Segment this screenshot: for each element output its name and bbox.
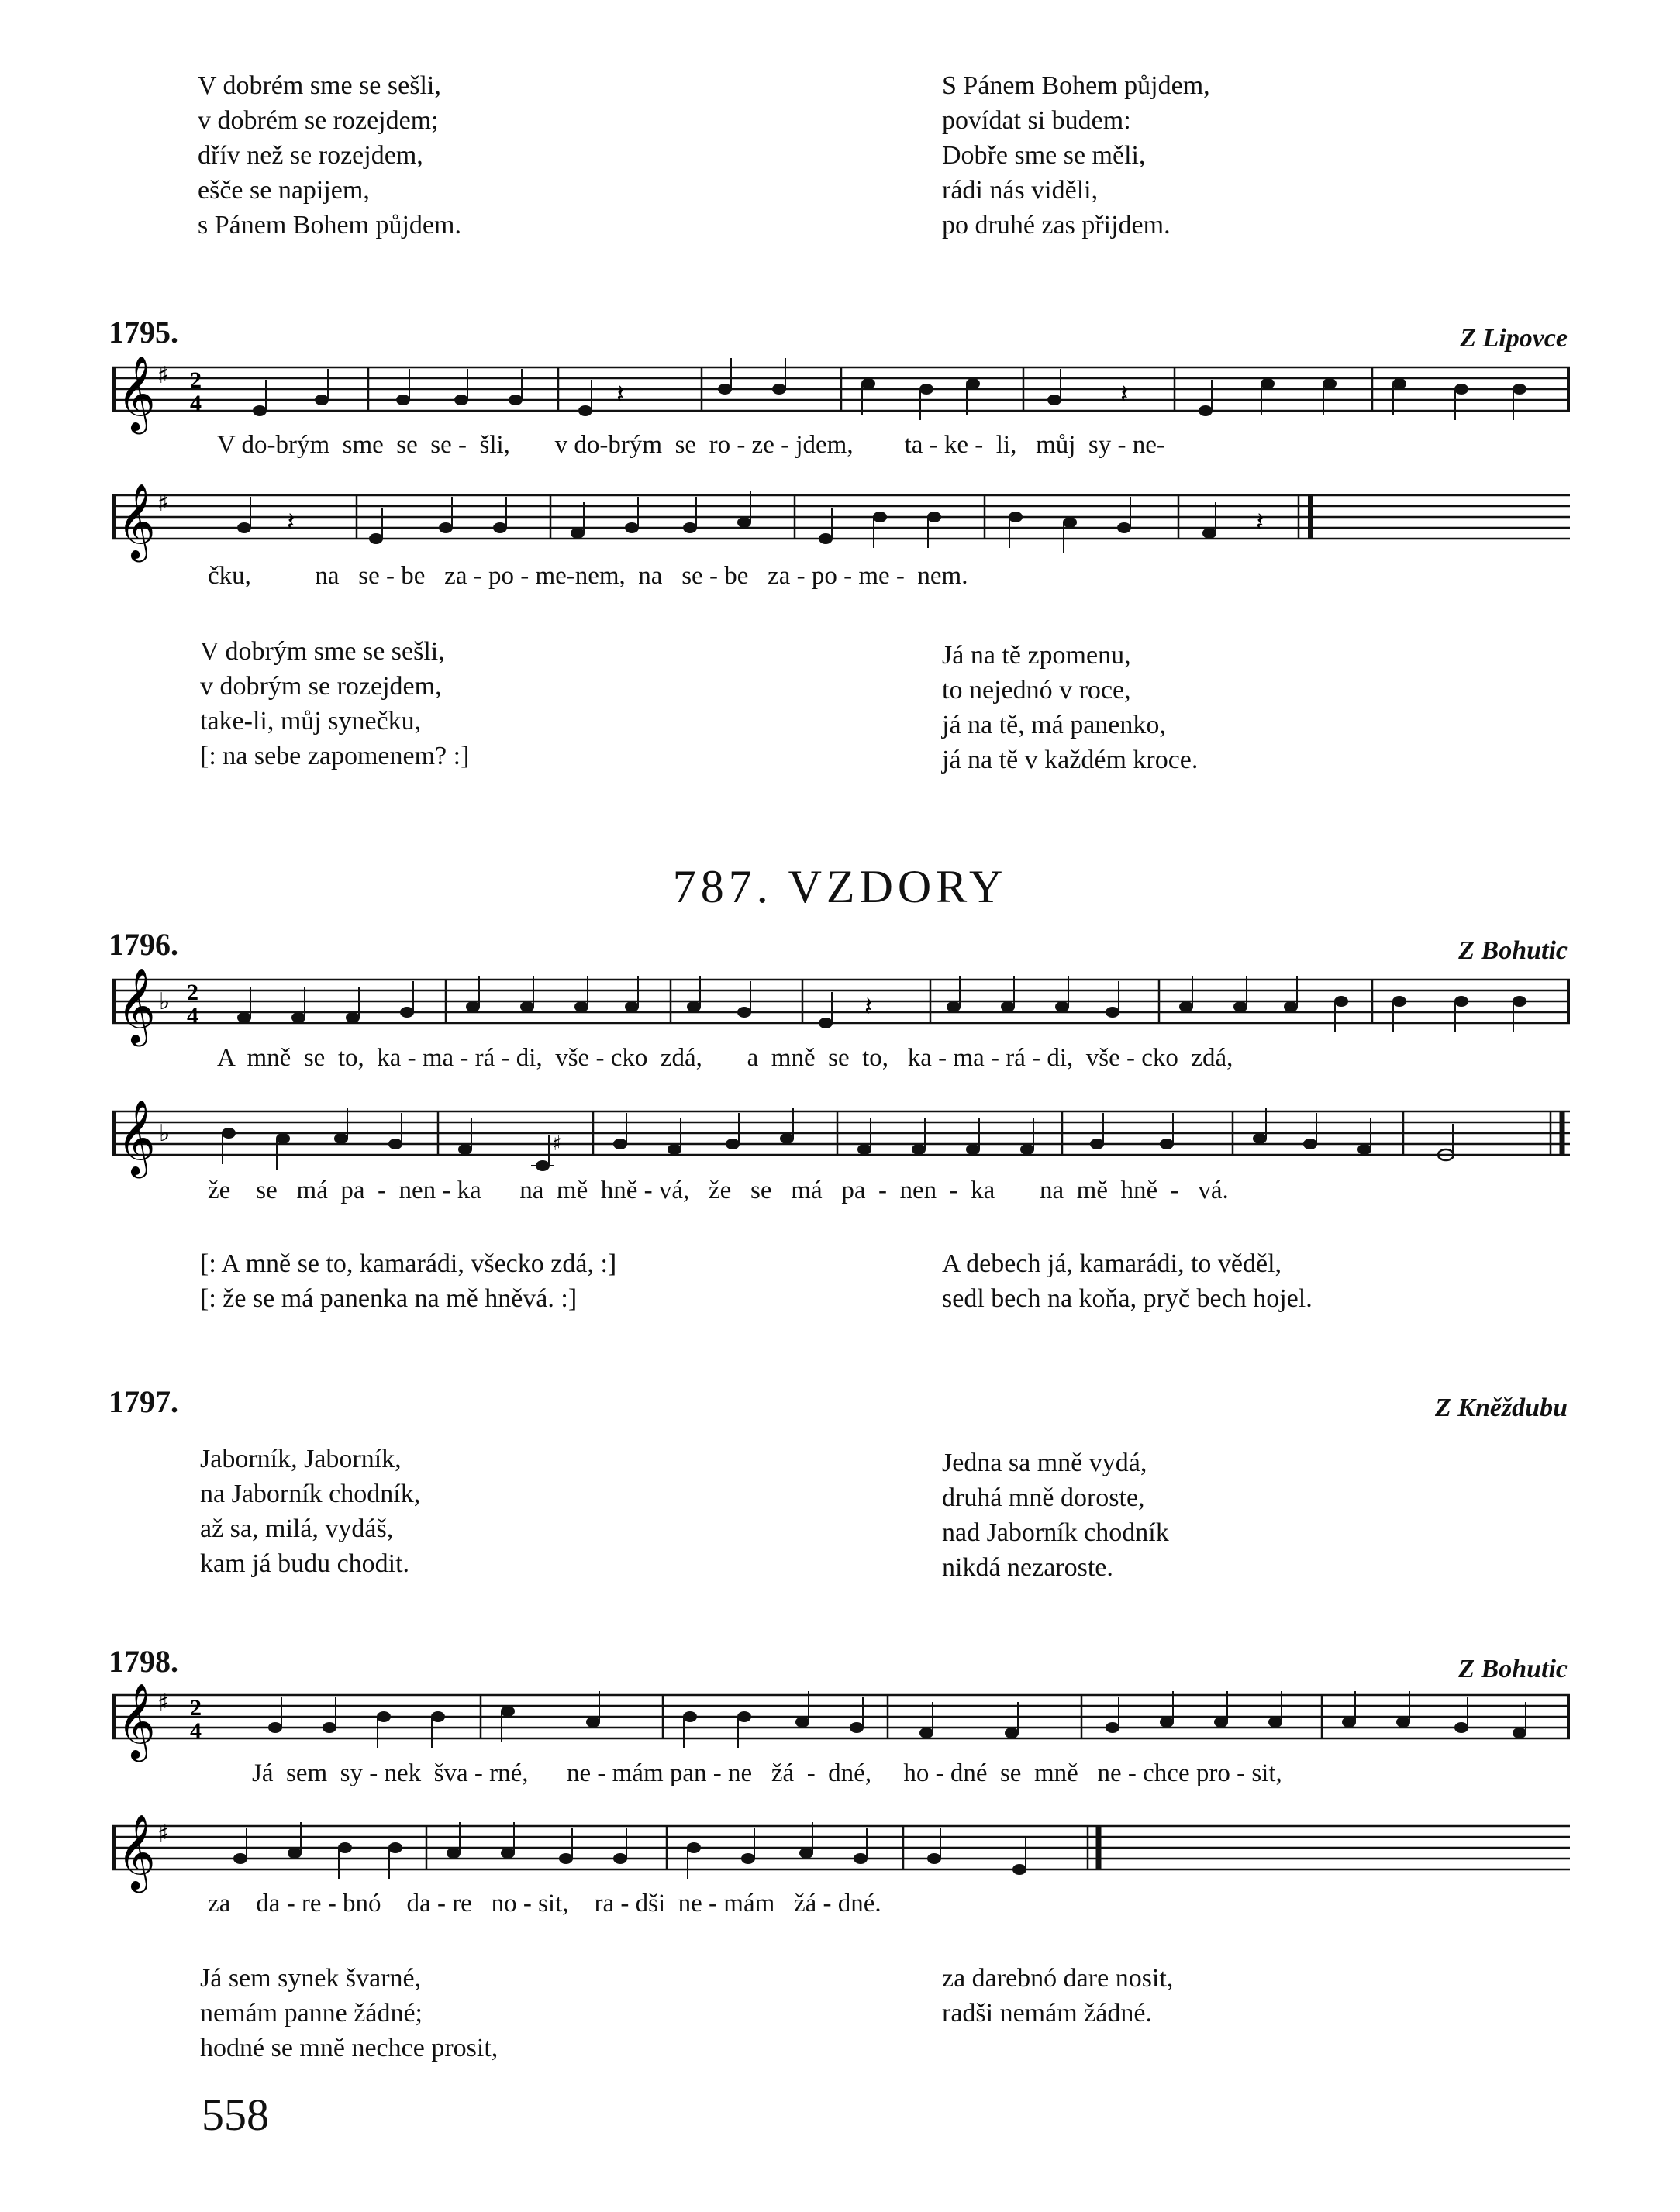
verse-line: dřív než se rozejdem,	[198, 141, 423, 170]
verse-line: Jedna sa mně vydá,	[942, 1449, 1147, 1477]
quarter-rest-icon: 𝄽	[1120, 379, 1129, 410]
lyrics-1796-line1: A mně se to, ka - ma - rá - di, vše - cko zdá, a mně se to, ka - ma - rá - di, vše - cko zdá,	[217, 1044, 1233, 1072]
song-origin-1797: Z Kněždubu	[1435, 1394, 1568, 1422]
verse-line: Já sem synek švarné,	[200, 1964, 422, 1993]
verse-line: V dobrém sme se sešli,	[198, 71, 441, 100]
verse-line: to nejednó v roce,	[942, 676, 1131, 705]
treble-clef-icon: 𝄞	[117, 483, 156, 559]
sharp-icon: ♯	[157, 1821, 169, 1848]
verse-line: s Pánem Bohem půjdem.	[198, 211, 461, 239]
verse-line: rádi nás viděli,	[942, 176, 1099, 205]
verse-1796-left	[200, 1246, 616, 1316]
verse-1798-left	[200, 1961, 498, 2066]
verse-line: za darebnó dare nosit,	[942, 1964, 1174, 1993]
verse-line: povídat si budem:	[942, 106, 1131, 135]
music-staff-1796-line1	[112, 961, 1570, 1054]
treble-clef-icon: 𝄞	[117, 1099, 156, 1175]
lyrics-1795-line2: čku, na se - be za - po - me-nem, na se - be za - po - me - nem.	[208, 562, 968, 590]
quarter-rest-icon: 𝄽	[287, 507, 295, 538]
sharp-icon: ♯	[157, 490, 169, 517]
music-staff-1798-line2	[112, 1807, 1570, 1900]
music-staff-1796-line2	[112, 1093, 1570, 1186]
verse-line: druhá mně doroste,	[942, 1483, 1145, 1512]
verse-1798-right	[942, 1961, 1173, 2031]
time-signature-top: 2	[190, 1695, 202, 1721]
quarter-rest-icon: 𝄽	[616, 379, 625, 410]
verse-line: Jaborník, Jaborník,	[200, 1445, 402, 1473]
top-verse-left	[198, 68, 461, 243]
verse-line: v dobrém se rozejdem;	[198, 106, 439, 135]
verse-line: A debech já, kamarádi, to věděl,	[942, 1249, 1282, 1278]
lyrics-1798-line2: za da - re - bnó da - re no - sit, ra - dši ne - mám žá - dné.	[208, 1890, 881, 1917]
top-verse-right	[942, 68, 1210, 243]
verse-1797-left	[200, 1442, 420, 1581]
song-origin-1795: Z Lipovce	[1460, 324, 1568, 353]
verse-1797-right	[942, 1445, 1169, 1585]
verse-line: V dobrým sme se sešli,	[200, 637, 445, 666]
flat-icon: ♭	[159, 1120, 171, 1147]
lyrics-1798-line1: Já sem sy - nek šva - rné, ne - mám pan - ne žá - dné, ho - dné se mně ne - chce pro - sit,	[252, 1759, 1282, 1787]
verse-line: [: že se má panenka na mě hněvá. :]	[200, 1284, 578, 1313]
song-number-1797: 1797.	[109, 1384, 178, 1419]
verse-line: nemám panne žádné;	[200, 1999, 423, 2028]
verse-line: po druhé zas přijdem.	[942, 211, 1171, 239]
sharp-icon: ♯	[157, 1690, 169, 1717]
treble-clef-icon: 𝄞	[117, 1814, 156, 1890]
song-origin-1796: Z Bohutic	[1458, 936, 1568, 965]
quarter-rest-icon: 𝄽	[864, 991, 873, 1022]
lyrics-1795-line1: V do-brým sme se se - šli, v do-brým se ro - ze - jdem, ta - ke - li, můj sy - ne-	[217, 431, 1165, 459]
verse-1795-left	[200, 634, 469, 774]
verse-line: Dobře sme se měli,	[942, 141, 1146, 170]
verse-line: v dobrým se rozejdem,	[200, 672, 442, 701]
page-number: 558	[202, 2090, 269, 2140]
song-number-1796: 1796.	[109, 927, 178, 962]
verse-line: ešče se napijem,	[198, 176, 370, 205]
lyrics-1796-line2: že se má pa - nen - ka na mě hně - vá, že se má pa - nen - ka na mě hně - vá.	[208, 1177, 1229, 1204]
verse-line: na Jaborník chodník,	[200, 1480, 421, 1508]
song-origin-1798: Z Bohutic	[1458, 1655, 1568, 1683]
quarter-rest-icon: 𝄽	[1256, 507, 1264, 538]
verse-line: [: A mně se to, kamarádi, všecko zdá, :]	[200, 1249, 617, 1278]
verse-line: [: na sebe zapomenem? :]	[200, 742, 470, 770]
verse-1795-right	[942, 638, 1198, 777]
verse-line: sedl bech na koňa, pryč bech hojel.	[942, 1284, 1313, 1313]
verse-line: Já na tě zpomenu,	[942, 641, 1131, 670]
note-group	[237, 491, 1216, 553]
time-signature-top: 2	[190, 367, 202, 393]
verse-line: S Pánem Bohem půjdem,	[942, 71, 1210, 100]
time-signature-top: 2	[187, 980, 198, 1005]
music-staff-1795-line1	[112, 349, 1570, 442]
time-signature-bottom: 4	[187, 1003, 198, 1028]
verse-line: až sa, milá, vydáš,	[200, 1514, 394, 1543]
time-signature-bottom: 4	[190, 391, 202, 416]
sharp-icon: ♯	[157, 362, 169, 389]
flat-icon: ♭	[159, 988, 171, 1015]
verse-line: kam já budu chodit.	[200, 1549, 410, 1578]
verse-line: nad Jaborník chodník	[942, 1518, 1169, 1547]
verse-line: já na tě, má panenko,	[942, 711, 1166, 739]
time-signature-bottom: 4	[190, 1718, 202, 1744]
sharp-icon: ♯	[552, 1132, 562, 1156]
song-number-1798: 1798.	[109, 1644, 178, 1679]
song-number-1795: 1795.	[109, 315, 178, 350]
verse-line: nikdá nezaroste.	[942, 1553, 1113, 1582]
treble-clef-icon: 𝄞	[117, 967, 156, 1043]
music-staff-1798-line1	[112, 1676, 1570, 1769]
section-title: 787. VZDORY	[672, 861, 1008, 912]
verse-line: radši nemám žádné.	[942, 1999, 1152, 2028]
verse-line: take-li, můj synečku,	[200, 707, 422, 736]
treble-clef-icon: 𝄞	[117, 355, 156, 431]
verse-line: hodné se mně nechce prosit,	[200, 2034, 498, 2062]
music-staff-1795-line2	[112, 477, 1570, 570]
treble-clef-icon: 𝄞	[117, 1683, 156, 1759]
verse-line: já na tě v každém kroce.	[942, 746, 1199, 774]
verse-1796-right	[942, 1246, 1313, 1316]
